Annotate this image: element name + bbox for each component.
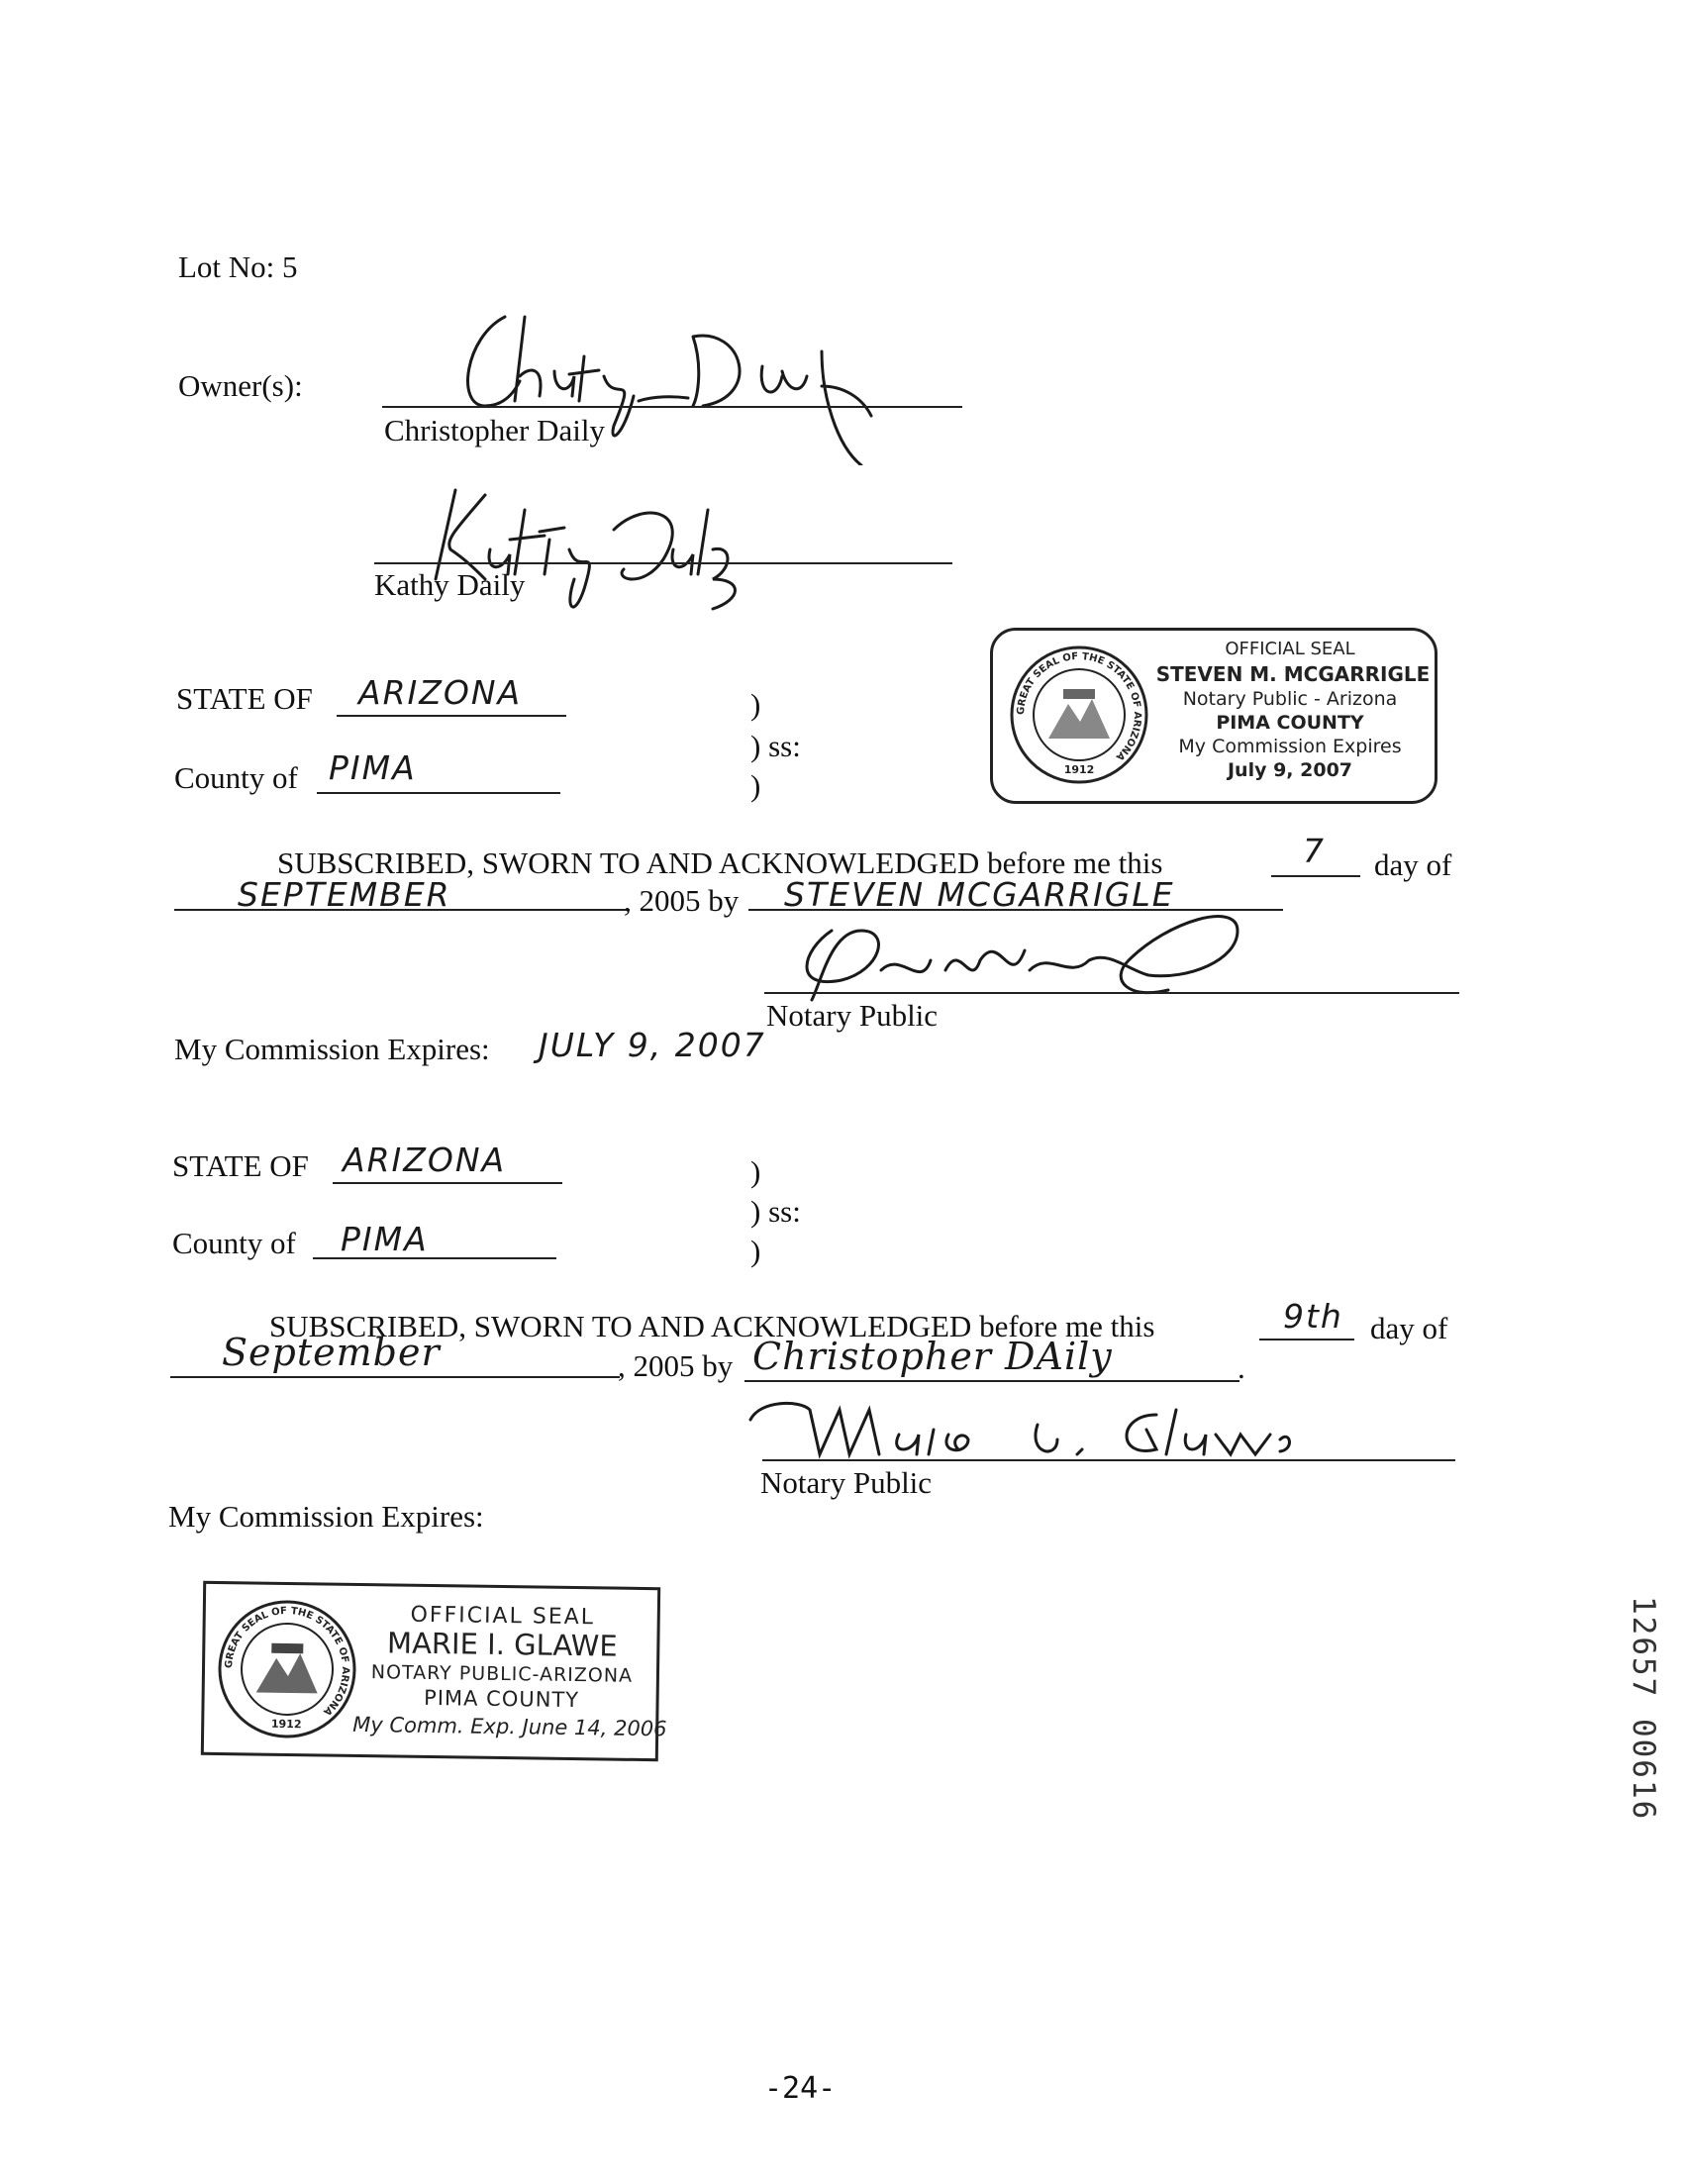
seal2-line2: MARIE I. GLAWE bbox=[386, 1626, 618, 1663]
ack2-county-value: PIMA bbox=[341, 1220, 429, 1258]
ack2-day-value: 9th bbox=[1283, 1297, 1343, 1336]
seal2-line5: My Comm. Exp. June 14, 2006 bbox=[352, 1712, 667, 1741]
ack2-year-by: , 2005 by bbox=[618, 1348, 734, 1383]
owner2-name: Kathy Daily bbox=[374, 567, 526, 602]
owner1-signature-line bbox=[382, 406, 962, 408]
ack2-day-line bbox=[1259, 1339, 1354, 1340]
ack1-county-label: County of bbox=[174, 760, 298, 795]
ack2-month-value: September bbox=[222, 1331, 441, 1374]
owners-label: Owner(s): bbox=[178, 368, 303, 403]
ack1-county-value: PIMA bbox=[329, 748, 417, 787]
notary2-signature bbox=[741, 1390, 1305, 1469]
ack1-day-value: 7 bbox=[1303, 832, 1326, 870]
ack1-month-line bbox=[174, 909, 630, 911]
ack1-commission-value: JULY 9, 2007 bbox=[539, 1026, 766, 1064]
ack1-by-value: STEVEN MCGARRIGLE bbox=[784, 875, 1175, 914]
ack2-state-line bbox=[333, 1182, 562, 1184]
svg-text:1912: 1912 bbox=[270, 1717, 302, 1732]
ack2-sworn-text: SUBSCRIBED, SWORN TO AND ACKNOWLEDGED before me this bbox=[269, 1309, 1155, 1343]
ack1-state-line bbox=[337, 715, 566, 717]
owner1-name: Christopher Daily bbox=[384, 413, 605, 447]
ack2-county-label: County of bbox=[172, 1226, 296, 1260]
ack2-notary-label: Notary Public bbox=[760, 1465, 933, 1500]
ack1-county-line bbox=[317, 792, 560, 794]
seal2-line4: PIMA COUNTY bbox=[423, 1685, 580, 1713]
ack2-period: . bbox=[1238, 1350, 1245, 1385]
svg-text:GREAT SEAL OF THE STATE OF ARI: GREAT SEAL OF THE STATE OF ARIZONA bbox=[223, 1605, 351, 1718]
ack1-state-label: STATE OF bbox=[176, 681, 313, 716]
seal2-line3: NOTARY PUBLIC-ARIZONA bbox=[370, 1661, 634, 1687]
ack1-month-value: SEPTEMBER bbox=[238, 875, 451, 914]
ack2-state-label: STATE OF bbox=[172, 1148, 309, 1183]
ack1-sworn-text: SUBSCRIBED, SWORN TO AND ACKNOWLEDGED before me this bbox=[277, 845, 1163, 880]
official-seal-mcgarrigle bbox=[990, 628, 1437, 804]
owner2-signature-line bbox=[374, 562, 952, 564]
ack1-paren-top: ) bbox=[750, 687, 761, 722]
ack1-notary-label: Notary Public bbox=[766, 998, 939, 1033]
ack1-state-value: ARIZONA bbox=[358, 673, 523, 712]
seal1-line4: PIMA COUNTY bbox=[1216, 712, 1364, 734]
seal1-line6: July 9, 2007 bbox=[1227, 759, 1353, 781]
ack1-ss: ) ss: bbox=[750, 729, 801, 763]
page-number: -24- bbox=[764, 2071, 837, 2106]
ack1-paren-bottom: ) bbox=[750, 768, 761, 803]
ack2-month-line bbox=[170, 1376, 620, 1378]
official-seal-glawe bbox=[201, 1581, 667, 1761]
seal1-line2: STEVEN M. MCGARRIGLE bbox=[1155, 662, 1431, 686]
ack2-commission-label: My Commission Expires: bbox=[168, 1499, 484, 1534]
ack1-day-of: day of bbox=[1374, 847, 1452, 882]
ack2-by-line bbox=[744, 1380, 1239, 1382]
document-number: 12657 00616 bbox=[1626, 1596, 1661, 1822]
svg-text:1912: 1912 bbox=[1063, 763, 1095, 776]
arizona-state-seal-icon bbox=[216, 1598, 358, 1740]
seal1-line1: OFFICIAL SEAL bbox=[1225, 639, 1355, 659]
ack2-paren-top: ) bbox=[750, 1154, 761, 1189]
arizona-state-seal-icon bbox=[1009, 645, 1149, 785]
ack1-year-by: , 2005 by bbox=[624, 883, 740, 918]
seal2-line1: OFFICIAL SEAL bbox=[410, 1602, 596, 1631]
ack2-paren-bottom: ) bbox=[750, 1234, 761, 1268]
svg-text:GREAT SEAL OF THE STATE OF ARI: GREAT SEAL OF THE STATE OF ARIZONA bbox=[1015, 650, 1143, 762]
seal1-line5: My Commission Expires bbox=[1178, 736, 1402, 757]
ack1-commission-label: My Commission Expires: bbox=[174, 1032, 490, 1066]
ack2-state-value: ARIZONA bbox=[343, 1141, 507, 1179]
lot-number: Lot No: 5 bbox=[178, 249, 298, 284]
notary1-signature-line bbox=[764, 992, 1459, 994]
ack2-ss: ) ss: bbox=[750, 1194, 801, 1229]
ack1-day-line bbox=[1271, 875, 1360, 877]
notary2-signature-line bbox=[762, 1459, 1455, 1461]
seal1-line3: Notary Public - Arizona bbox=[1182, 688, 1398, 710]
ack2-county-line bbox=[313, 1257, 556, 1259]
ack2-by-value: Christopher DAily bbox=[752, 1335, 1113, 1378]
ack2-day-of: day of bbox=[1370, 1311, 1448, 1345]
